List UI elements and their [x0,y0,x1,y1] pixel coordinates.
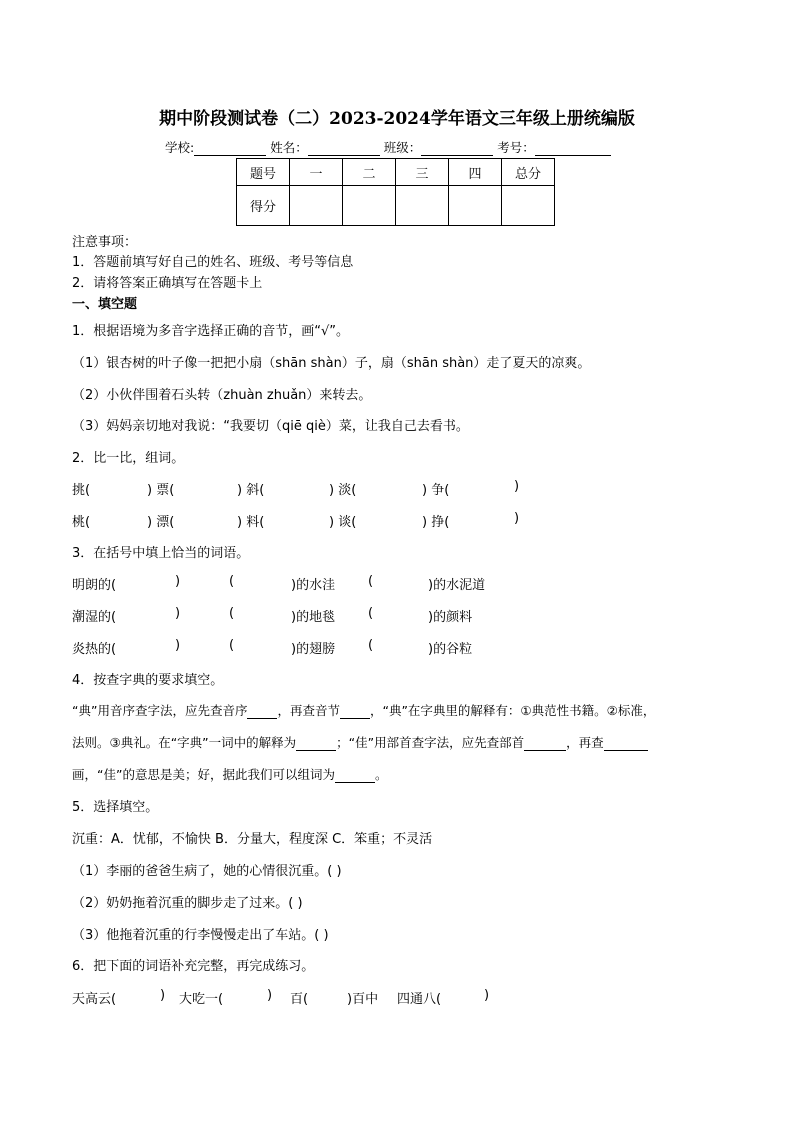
q4-text: 。 [374,767,388,782]
q4-text: ，再查 [566,735,604,750]
q4-text: 画，“佳”的意思是美；好，据此我们可以组词为 [72,767,335,782]
class-label: 班级： [383,140,422,155]
question-4-stem: 4．按查字典的要求填空。 [72,673,224,688]
school-label: 学校: [165,140,195,155]
question-5-options: 沉重：A．忧郁，不愉快 B．分量大，程度深 C．笨重；不灵活 [72,832,433,847]
phrase-cell: )的谷粒 [428,642,473,657]
q4-text: 法则。③典礼。在“字典”一词中的解释为 [72,735,297,750]
idiom-cell: ) [267,988,273,1003]
phrase-cell: ( [229,638,235,653]
idiom-cell: 百( [290,992,309,1007]
exam-no-blank[interactable] [535,142,611,156]
question-4-line [72,701,655,719]
score-cell[interactable] [449,186,502,226]
question-4-line [72,765,387,783]
phrase-cell: ( [368,606,374,621]
score-row-label: 得分 [237,186,290,226]
word-pair-cell: ) 票( [147,483,175,498]
word-pair-cell: ) 争( [422,483,450,498]
school-blank[interactable] [194,142,266,156]
phrase-cell: ) [175,638,181,653]
score-header-cell: 题号 [237,159,290,186]
phrase-cell: ) [175,606,181,621]
answer-blank[interactable] [604,738,648,751]
word-pair-cell: ) 斜( [237,483,265,498]
question-6-stem: 6．把下面的词语补充完整，再完成练习。 [72,959,315,974]
phrase-cell: )的颜料 [428,610,473,625]
phrase-cell: )的翅膀 [291,642,336,657]
phrase-cell: 潮湿的( [72,610,117,625]
question-1-item: （3）妈妈亲切地对我说：“我要切（qiē qiè）菜，让我自己去看书。 [72,419,469,434]
phrase-cell: )的水洼 [291,578,336,593]
score-cell[interactable] [290,186,343,226]
word-pair-cell: 挑( [72,483,91,498]
class-blank[interactable] [421,142,493,156]
question-5-item: （3）他拖着沉重的行李慢慢走出了车站。( ) [72,928,329,943]
word-pair-cell: ) [514,479,520,494]
word-pair-cell: 桃( [72,515,91,530]
question-3-stem: 3．在括号中填上恰当的词语。 [72,546,250,561]
note-item: 1．答题前填写好自己的姓名、班级、考号等信息 [72,255,354,270]
idiom-cell: ) [160,988,166,1003]
score-header-cell: 三 [396,159,449,186]
phrase-cell: )的地毯 [291,610,336,625]
score-header-cell: 二 [343,159,396,186]
question-2-stem: 2．比一比，组词。 [72,451,185,466]
exam-title: 期中阶段测试卷（二）2023-2024学年语文三年级上册统编版 [159,109,635,129]
idiom-cell: ) [484,988,490,1003]
section-heading: 一、填空题 [72,297,138,312]
exam-no-label: 考号： [497,140,535,155]
phrase-cell: ( [229,606,235,621]
name-blank[interactable] [308,142,380,156]
word-pair-cell: ) 挣( [422,515,450,530]
score-table [236,158,555,226]
word-pair-cell: ) 漂( [147,515,175,530]
word-pair-cell: ) 谈( [329,515,357,530]
question-5-stem: 5．选择填空。 [72,800,159,815]
q4-text: ；“佳”用部首查字法，应先查部首 [336,735,525,750]
q4-text: ，再查音节 [277,703,340,718]
score-cell[interactable] [343,186,396,226]
question-1-stem: 1．根据语境为多音字选择正确的音节，画“√”。 [72,324,350,339]
notes-heading: 注意事项： [72,235,138,250]
score-header-cell: 一 [290,159,343,186]
phrase-cell: ( [229,574,235,589]
student-info-line [165,138,611,156]
question-4-line [72,733,648,751]
phrase-cell: 明朗的( [72,578,117,593]
phrase-cell: )的水泥道 [428,578,486,593]
idiom-cell: 四通八( [397,992,442,1007]
word-pair-cell: ) 淡( [329,483,357,498]
q4-text: “典”用音序查字法，应先查音序 [72,703,248,718]
note-item: 2．请将答案正确填写在答题卡上 [72,276,263,291]
question-1-item: （2）小伙伴围着石头转（zhuàn zhuǎn）来转去。 [72,388,372,403]
answer-blank[interactable] [296,738,336,751]
score-cell[interactable] [502,186,555,226]
idiom-cell: 天高云( [72,992,117,1007]
word-pair-cell: ) [514,511,520,526]
answer-blank[interactable] [340,706,370,719]
question-1-item: （1）银杏树的叶子像一把把小扇（shān shàn）子，扇（shān shàn）走了夏天的凉爽。 [72,356,591,371]
question-5-item: （1）李丽的爸爸生病了，她的心情很沉重。( ) [72,864,342,879]
idiom-cell: )百中 [347,992,379,1007]
answer-blank[interactable] [524,738,566,751]
question-5-item: （2）奶奶拖着沉重的脚步走了过来。( ) [72,896,303,911]
phrase-cell: ( [368,638,374,653]
answer-blank[interactable] [247,706,277,719]
phrase-cell: ) [175,574,181,589]
q4-text: ，“典”在字典里的解释有：①典范性书籍。②标准， [369,703,656,718]
phrase-cell: ( [368,574,374,589]
answer-blank[interactable] [335,770,375,783]
name-label: 姓名： [270,140,308,155]
score-cell[interactable] [396,186,449,226]
idiom-cell: 大吃一( [179,992,224,1007]
score-header-cell: 四 [449,159,502,186]
score-header-cell: 总分 [502,159,555,186]
word-pair-cell: ) 料( [237,515,265,530]
phrase-cell: 炎热的( [72,642,117,657]
